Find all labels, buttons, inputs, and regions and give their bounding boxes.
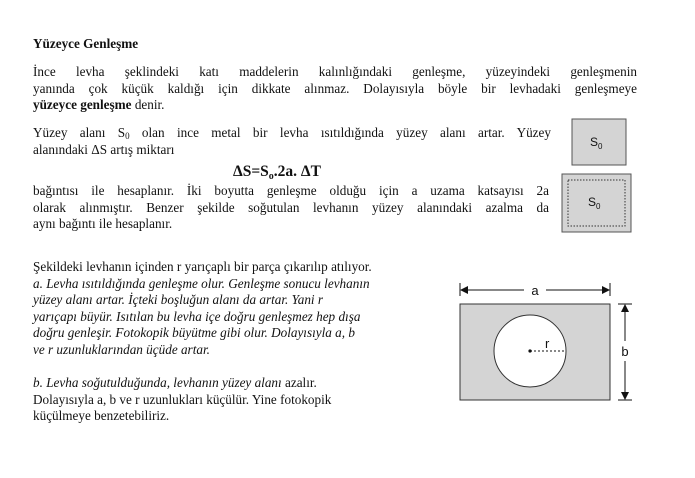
para4-b-line-2: Dolayısıyla a, b ve r uzunlukları küçülür. Yine fotokopik xyxy=(33,391,332,407)
plate-figure-solid xyxy=(571,118,627,166)
para4-b-line-1 xyxy=(33,375,317,392)
section-title: Yüzeyce Genleşme xyxy=(33,36,139,51)
para3-line-2: olarak alınmıştır. Benzer şekilde soğutulan levhanın yüzey alanındaki azalma da xyxy=(33,199,549,215)
para4-a-line-5: ve r uzunluklarından üçüde artar. xyxy=(33,341,210,357)
term-surface-expansion: yüzeyce genleşme xyxy=(33,97,132,112)
para2-line-2: alanındaki ΔS artış miktarı xyxy=(33,142,175,157)
para4-b-italic: b. Levha soğutulduğunda, levhanın yüzey alanı xyxy=(33,375,282,390)
plate-with-hole-figure xyxy=(450,280,645,410)
para3-line-3: aynı bağıntı ile hesaplanır. xyxy=(33,216,173,231)
para2-text-b: olan ince metal bir levha ısıtıldığında yüzey alanı artar. Yüzey xyxy=(129,125,551,140)
formula-part-1: ΔS=S xyxy=(233,163,269,180)
para4-line-1: Şekildeki levhanın içinden r yarıçaplı bir parça çıkarılıp atılıyor. xyxy=(33,259,372,274)
plate-figure-expanded xyxy=(561,173,632,233)
para4-a-line-4: doğru genleşir. Fotokopik büyütme gibi olur. Dolayısıyla a, b xyxy=(33,325,355,340)
para4-b-rest: azalır. xyxy=(281,375,317,390)
para4-b-line-3: küçülmeye benzetebiliriz. xyxy=(33,408,170,423)
intro-line-3-rest: denir. xyxy=(131,97,165,112)
para4-a-line-1: a. Levha ısıtıldığında genleşme olur. Genleşme sonucu levhanın xyxy=(33,275,370,291)
intro-line-3 xyxy=(33,97,164,114)
formula-part-2: .2a. ΔT xyxy=(273,163,321,180)
intro-line-2: yanında çok küçük kaldığı için dikkate alınmaz. Dolayısıyla böyle bir levhadaki genleşmeye xyxy=(33,80,637,96)
plate1-label: $S_0$ xyxy=(590,135,603,151)
intro-line-1: İnce levha şeklindeki katı maddelerin kalınlığındaki genleşme, yüzeyindeki genleşmenin xyxy=(33,64,637,79)
plate2-label: $S_0$ xyxy=(588,195,601,211)
dim-a-label: a xyxy=(531,283,539,298)
dim-r-label: r xyxy=(545,336,550,351)
formula-subscript: o xyxy=(268,171,274,182)
para2-subscript: 0 xyxy=(125,131,130,141)
hole-center xyxy=(528,349,531,352)
para3-line-1: bağıntısı ile hesaplanır. İki boyutta genleşme olduğu için a uzama katsayısı 2a xyxy=(33,183,549,198)
para4-a-line-3: yarıçapı büyür. Isıtılan bu levha içe doğru genleşmez hep dışa xyxy=(33,308,361,324)
para4-a-line-2: yüzey alanı artar. İçteki boşluğun alanı da artar. Yani r xyxy=(33,292,324,307)
para2-text-a: Yüzey alanı S xyxy=(33,125,126,140)
dim-b-label: b xyxy=(621,344,629,359)
